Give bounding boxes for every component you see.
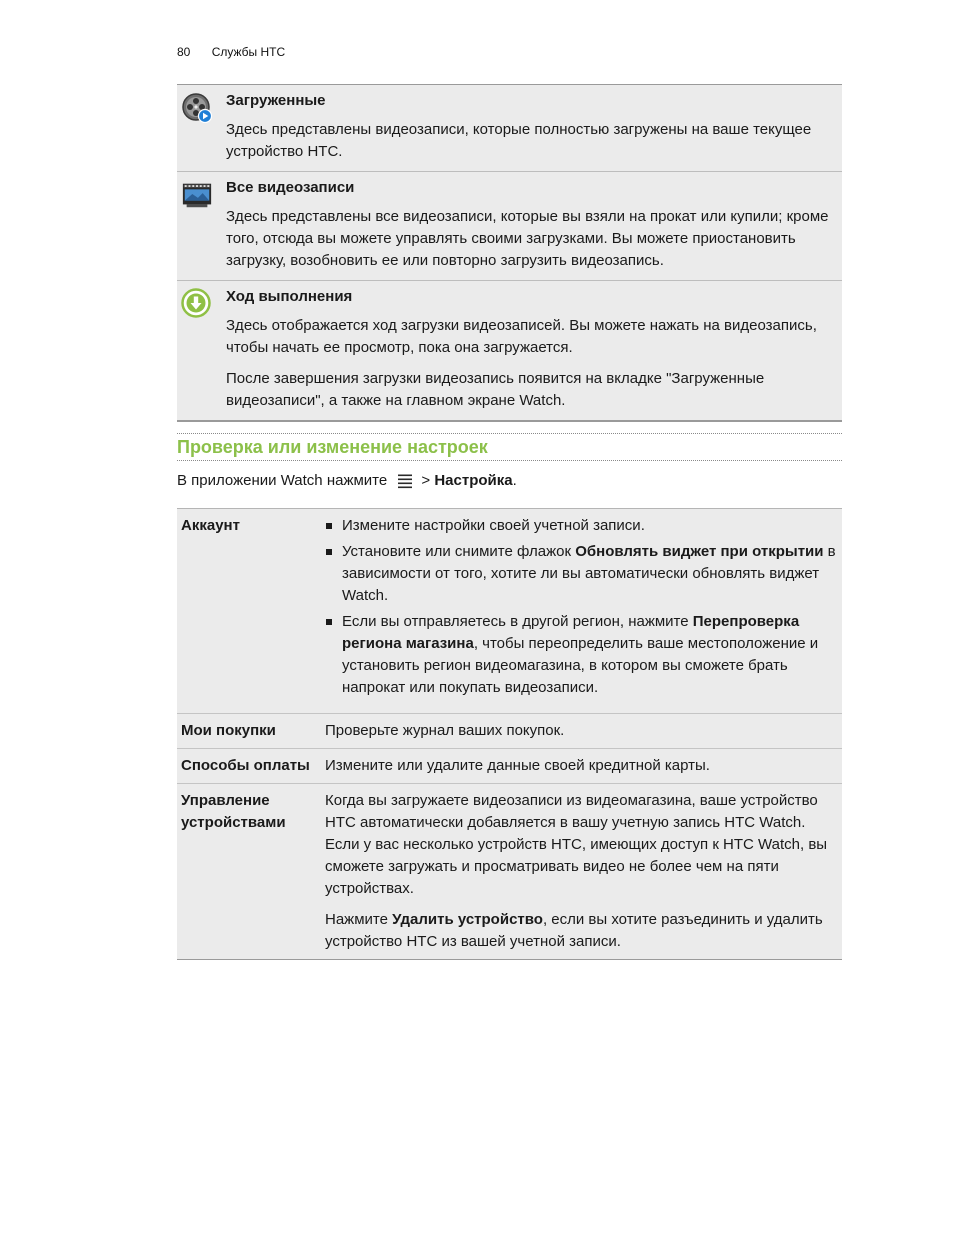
bullet-text: Если вы отправляетесь в другой регион, нажмите xyxy=(342,613,693,630)
section-divider-top xyxy=(177,433,842,434)
settings-label: Управление устройствами xyxy=(181,792,286,831)
account-bullet-list xyxy=(325,515,840,699)
settings-body xyxy=(321,749,842,783)
feature-description: Здесь отображается ход загрузки видеозаписей. Вы можете нажать на видеозапись, чтобы начать ее просмотр, пока она загружается. xyxy=(226,317,817,356)
settings-row-account xyxy=(177,509,842,713)
settings-label: Аккаунт xyxy=(181,517,240,534)
bullet-bold-text: Обновлять виджет при открытии xyxy=(575,543,824,560)
feature-title: Все видеозаписи xyxy=(226,179,355,196)
settings-body xyxy=(321,784,842,959)
download-progress-icon xyxy=(181,288,213,320)
settings-row-devices xyxy=(177,783,842,959)
feature-row-progress xyxy=(177,280,842,420)
feature-row-all-videos xyxy=(177,171,842,280)
bullet-text: Измените настройки своей учетной записи. xyxy=(342,517,645,534)
settings-table xyxy=(177,508,842,960)
bullet-text: , чтобы переопределить ваше местоположение и установить регион видеомагазина, в котором вы сможете брать напрокат или покупать видеозаписи. xyxy=(342,635,819,696)
bullet-item xyxy=(325,515,840,537)
all-videos-icon xyxy=(181,179,213,211)
page-number: 80 xyxy=(177,45,191,59)
bullet-marker xyxy=(326,523,332,529)
settings-body xyxy=(321,714,842,748)
settings-text: Проверьте журнал ваших покупок. xyxy=(325,722,565,739)
feature-title: Загруженные xyxy=(226,92,326,109)
settings-text: Когда вы загружаете видеозаписи из видеомагазина, ваше устройство HTC автоматически добавляется в вашу учетную запись HTC Watch. Если у вас несколько устройств HTC, имеющих доступ к HTC Watch, вы сможете загружать и просматривать видео не более чем на пяти устройствах. xyxy=(325,792,828,897)
feature-title: Ход выполнения xyxy=(226,288,353,305)
bullet-bold-text: Перепроверка региона магазина xyxy=(342,613,800,652)
section-title: Проверка или изменение настроек xyxy=(177,437,488,457)
feature-description: После завершения загрузки видеозапись появится на вкладке "Загруженные видеозаписи", а также на главном экране Watch. xyxy=(226,370,765,409)
settings-label: Мои покупки xyxy=(181,722,276,739)
intro-target: Настройка xyxy=(434,472,513,489)
feature-row-downloaded xyxy=(177,85,842,171)
tabs-feature-table xyxy=(177,84,842,422)
settings-text-part: Нажмите xyxy=(325,911,393,928)
intro-prefix: В приложении Watch нажмите xyxy=(177,472,388,489)
section-divider-bottom xyxy=(177,460,842,461)
bullet-item xyxy=(325,611,840,699)
settings-text xyxy=(325,909,840,953)
settings-text: Измените или удалите данные своей кредитной карты. xyxy=(325,757,710,774)
intro-separator: > xyxy=(421,472,431,489)
bullet-marker xyxy=(326,549,332,555)
menu-icon xyxy=(397,473,413,489)
settings-row-purchases xyxy=(177,713,842,748)
settings-label: Способы оплаты xyxy=(181,757,310,774)
settings-body xyxy=(321,509,842,713)
bullet-text: Установите или снимите флажок xyxy=(342,543,576,560)
bullet-item xyxy=(325,541,840,607)
downloaded-film-icon xyxy=(181,92,213,124)
bullet-marker xyxy=(326,619,332,625)
settings-bold-text: Удалить устройство xyxy=(392,911,543,928)
intro-line xyxy=(177,471,517,491)
feature-description: Здесь представлены видеозаписи, которые полностью загружены на ваше текущее устройство HTC. xyxy=(226,121,812,160)
bullet-text: в зависимости от того, хотите ли вы автоматически обновлять виджет Watch. xyxy=(342,543,836,604)
settings-text-part: , если вы хотите разъединить и удалить устройство HTC из вашей учетной записи. xyxy=(325,911,823,950)
page-header xyxy=(177,45,285,59)
section-name: Службы HTC xyxy=(211,45,286,59)
intro-suffix: . xyxy=(512,472,517,489)
feature-description: Здесь представлены все видеозаписи, которые вы взяли на прокат или купили; кроме того, отсюда вы можете управлять своими загрузками. Вы можете приостановить загрузку, возобновить ее или повторно загрузить видеозапись. xyxy=(226,208,829,269)
settings-row-payment xyxy=(177,748,842,783)
